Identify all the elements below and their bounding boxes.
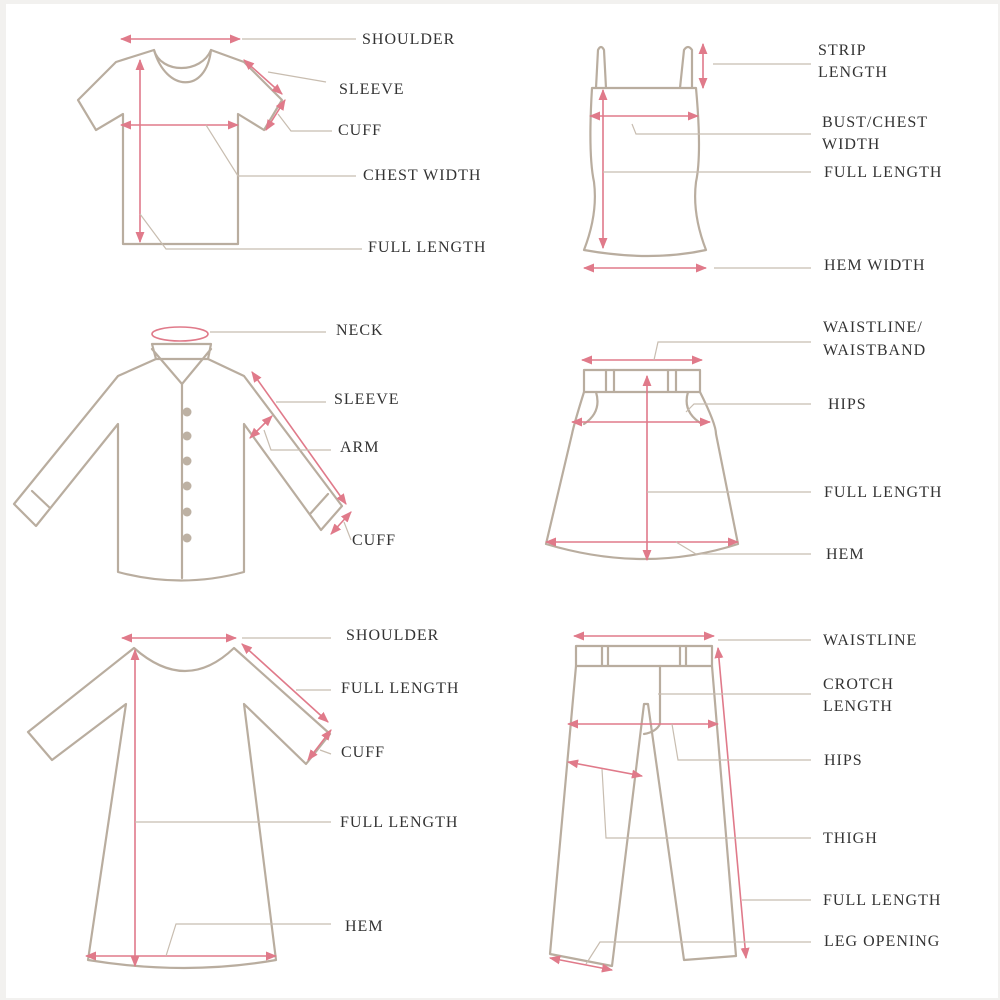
shirt-button-2 — [183, 432, 192, 441]
dress-diagram — [28, 638, 331, 968]
camisole-bust-width-label: WIDTH — [822, 136, 881, 153]
tshirt-outline — [78, 50, 282, 244]
shirt-cuff-label: CUFF — [352, 532, 397, 549]
dress-full-length-label: FULL LENGTH — [340, 814, 459, 831]
pants-thigh-label: THIGH — [823, 830, 878, 847]
camisole-strap-right — [680, 47, 692, 88]
dress-hem-label: HEM — [345, 918, 384, 935]
camisole-strap-left — [596, 47, 606, 88]
shirt-sleeve-label: SLEEVE — [334, 391, 400, 408]
skirt-waistband-label: WAISTBAND — [823, 342, 927, 359]
shirt-button-5 — [183, 508, 192, 517]
tshirt-chest-width-label: CHEST WIDTH — [363, 167, 482, 184]
tshirt-diagram — [78, 39, 362, 249]
tshirt-cuff-label: CUFF — [338, 122, 383, 139]
dress-shoulder-label: SHOULDER — [346, 627, 440, 644]
dress-sleeve-length-label: FULL LENGTH — [341, 680, 460, 697]
tshirt-sleeve-label: SLEEVE — [339, 81, 405, 98]
camisole-hem-width-label: HEM WIDTH — [824, 257, 926, 274]
camisole-strip-length-label: LENGTH — [818, 64, 888, 81]
shirt-button-4 — [183, 482, 192, 491]
skirt-hips-label: HIPS — [828, 396, 867, 413]
shirt-neck-ellipse — [152, 327, 208, 341]
size-chart — [6, 4, 998, 998]
tshirt-shoulder-label: SHOULDER — [362, 31, 456, 48]
shirt-diagram — [14, 327, 351, 581]
dress-cuff-label: CUFF — [341, 744, 386, 761]
skirt-outline — [546, 370, 738, 559]
shirt-neck-label: NECK — [336, 322, 384, 339]
dress-outline — [28, 648, 330, 968]
pants-full-length-label: FULL LENGTH — [823, 892, 942, 909]
skirt-hem-label: HEM — [826, 546, 865, 563]
shirt-outline — [14, 359, 342, 581]
pants-leg-opening-label: LEG OPENING — [824, 933, 941, 950]
tshirt-full-length-label: FULL LENGTH — [368, 239, 487, 256]
camisole-full-length-label: FULL LENGTH — [824, 164, 943, 181]
skirt-full-length-label: FULL LENGTH — [824, 484, 943, 501]
camisole-diagram — [584, 44, 811, 268]
pants-diagram — [550, 636, 811, 970]
shirt-button-3 — [183, 457, 192, 466]
pants-crotch-length-label: LENGTH — [823, 698, 893, 715]
shirt-arm-label: ARM — [340, 439, 380, 456]
camisole-bust-label: BUST/CHEST — [822, 114, 929, 131]
pants-hips-label: HIPS — [824, 752, 863, 769]
pants-waistline-label: WAISTLINE — [823, 632, 918, 649]
pants-crotch-label: CROTCH — [823, 676, 894, 693]
skirt-diagram — [546, 342, 811, 560]
shirt-button-1 — [183, 408, 192, 417]
skirt-waistline-label: WAISTLINE/ — [823, 319, 923, 336]
camisole-strip-label: STRIP — [818, 42, 867, 59]
tshirt-neckline — [154, 50, 211, 68]
shirt-button-6 — [183, 534, 192, 543]
